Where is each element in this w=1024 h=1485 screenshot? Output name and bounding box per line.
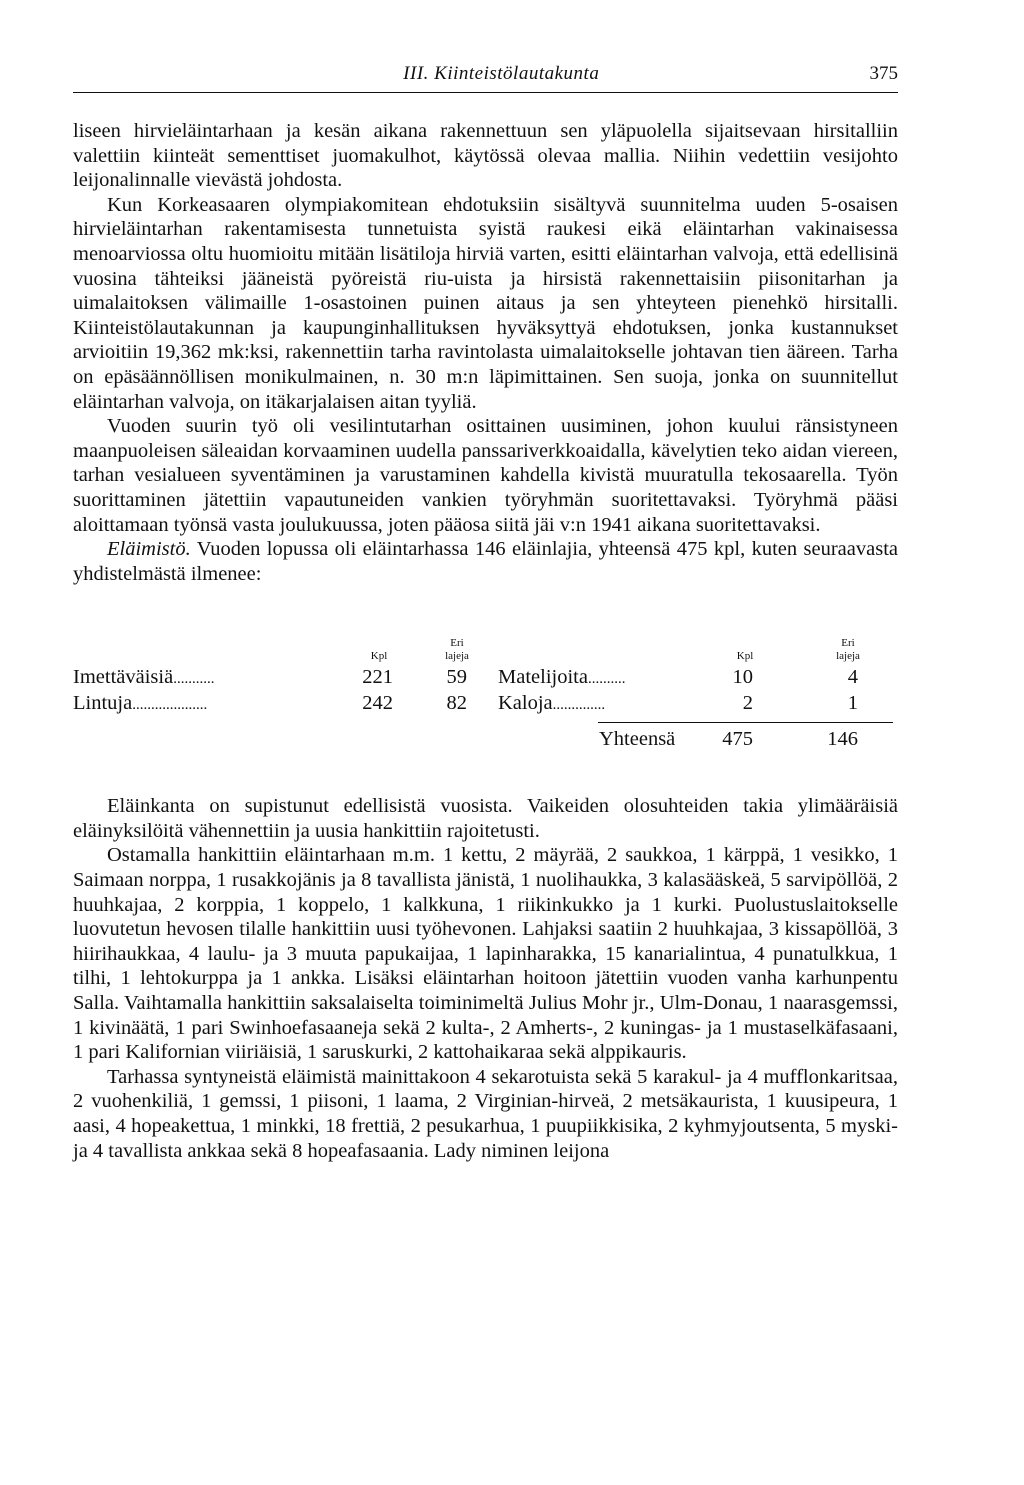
column-header-kpl: Kpl <box>370 650 388 663</box>
table-cell-kpl: 242 <box>362 692 393 715</box>
total-rule <box>598 722 893 723</box>
column-header-eri: Eri <box>841 637 855 650</box>
table-row-label: Imettäväisiä........... <box>73 666 215 689</box>
table-row-label: Kaloja.............. <box>498 692 606 715</box>
table-row-label: Matelijoita.......... <box>498 666 626 689</box>
paragraph: Kun Korkeasaaren olympiakomitean ehdotuksiin sisältyvä suunnitelma uuden 5-osaisen hirvieläintarhan rakentamisesta tunnetuista syistä raukesi eikä eläintarhan vakinaisessa menoarviossa oltu huomioitu mitään lisätiloja hirviä varten, esitti eläintarhan valvoja, että edellisinä vuosina tähteiksi jääneistä pyöreistä riu-uista ja hirsistä rakennettaisiin piisonitarhan ja uimalaitoksen välimaille 1-osastoinen puinen aitaus ja sen yhteyteen pienehkö hirsitalli. Kiinteistölautakunnan ja kaupunginhallituksen hyväksyttyä ehdotuksen, jonka kustannukset arvioitiin 19,362 mk:ksi, rakennettiin tarha ravintolasta uimalaitokselle johtavan tien ääreen. Tarha on epäsäännöllisen monikulmainen, n. 30 m:n läpimittainen. Sen suoja, jonka on suunnitellut eläintarhan valvoja, on itäkarjalaisen aitan tyyliä. <box>73 193 898 413</box>
table-row-label: Lintuja.................... <box>73 692 208 715</box>
total-lajeja: 146 <box>827 728 858 751</box>
paragraph: Tarhassa syntyneistä eläimistä mainittakoon 4 sekarotuista sekä 5 karakul- ja 4 mufflonkaritsaa, 2 vuohenkiliä, 1 gemssi, 1 piisoni, 1 laama, 2 Virginian-hirveä, 2 metsäkaurista, 1 kuusipeura, 1 aasi, 4 hopeakettua, 1 minkki, 18 frettiä, 2 pesukarhua, 1 puupiikkisika, 2 kyhmyjoutsenta, 5 myski- ja 4 tavallista ankkaa sekä 8 hopeafasaania. Lady niminen leijona <box>73 1065 898 1162</box>
chapter-title: III. Kiinteistölautakunta <box>403 63 600 84</box>
paragraph: Vuoden suurin työ oli vesilintutarhan osittainen uusiminen, johon kuului ränsistyneen maanpuoleisen säleaidan korvaaminen uudella panssariverkkoaidalla, kävelytien teko aidan viereen, tarhan vesialueen syventäminen ja varustaminen kahdella kivistä muuratulla tekosaarella. Työn suorittaminen jätettiin vapautuneiden vankien työryhmän suoritettavaksi. Työryhmä pääsi aloittamaan työnsä vasta joulukuussa, joten pääosa siitä jäi v:n 1941 aikana suoritettavaksi. <box>73 415 898 536</box>
animals-paragraph <box>73 537 898 586</box>
total-label: Yhteensä <box>599 728 676 751</box>
paragraph-text: Vuoden lopussa oli eläintarhassa 146 eläinlajia, yhteensä 475 kpl, kuten seuraavasta yhdistelmästä ilmenee: <box>73 538 898 585</box>
total-kpl: 475 <box>722 728 753 751</box>
animal-summary-table <box>73 628 898 751</box>
table-cell-kpl: 10 <box>732 666 753 689</box>
table-cell-kpl: 221 <box>362 666 393 689</box>
column-header-eri: Eri <box>450 637 464 650</box>
document-page <box>73 62 898 1163</box>
table-cell-lajeja: 82 <box>446 692 467 715</box>
paragraph: Ostamalla hankittiin eläintarhaan m.m. 1 kettu, 2 mäyrää, 2 saukkoa, 1 kärppä, 1 vesikko, 1 Saimaan norppa, 1 rusakkojänis ja 8 tavallista jänistä, 1 nuolihaukka, 3 kalasääskeä, 5 sarvipöllöä, 2 huuhkajaa, 2 korppia, 1 koppelo, 1 kalkkuna, 1 riikinkukko ja 1 kurki. Puolustuslaitokselle luovutetun hevosen tilalle hankittiin uusi työhevonen. Lahjaksi saatiin 2 huuhkajaa, 3 kissapöllöä, 3 hiirihaukkaa, 4 laulu- ja 3 muuta papukaijaa, 1 lapinharakka, 15 kanarialintua, 4 punatulkkua, 1 tilhi, 1 lehtokurppa ja 1 ankka. Lisäksi eläintarhan hoitoon jätettiin vuoden vanha karhunpentu Salla. Vaihtamalla hankittiin saksalaiselta toiminimeltä Julius Mohr jr., Ulm-Donau, 1 naarasgemssi, 1 kivinäätä, 1 pari Swinhoefasaaneja sekä 2 kulta-, 2 Amherts-, 2 kuningas- ja 1 mustaselkäfasaani, 1 pari Kalifornian viiriäisiä, 1 saruskurki, 2 kattohaikaraa sekä alppikauris. <box>73 844 898 1064</box>
page-number: 375 <box>869 63 898 84</box>
section-heading: Eläimistö. <box>107 538 191 561</box>
table-cell-lajeja: 59 <box>446 666 467 689</box>
paragraph: Eläinkanta on supistunut edellisistä vuosista. Vaikeiden olosuhteiden takia ylimääräisiä eläinyksilöitä vähennettiin ja uusia hankittiin rajoitetusti. <box>73 795 898 842</box>
column-header-kpl: Kpl <box>736 650 754 663</box>
running-header <box>73 62 898 93</box>
table-cell-lajeja: 1 <box>847 692 858 715</box>
table-cell-kpl: 2 <box>742 692 753 715</box>
column-header-lajeja: lajeja <box>445 650 469 663</box>
table-cell-lajeja: 4 <box>847 666 858 689</box>
paragraph: liseen hirvieläintarhaan ja kesän aikana rakennettuun sen yläpuolella sijaitsevaan hirsitalliin valettiin kiinteät sementtiset juomakulhot, käytössä olevaa mallia. Niihin vedettiin vesijohto leijonalinnalle vievästä johdosta. <box>73 120 898 192</box>
column-header-lajeja: lajeja <box>836 650 860 663</box>
